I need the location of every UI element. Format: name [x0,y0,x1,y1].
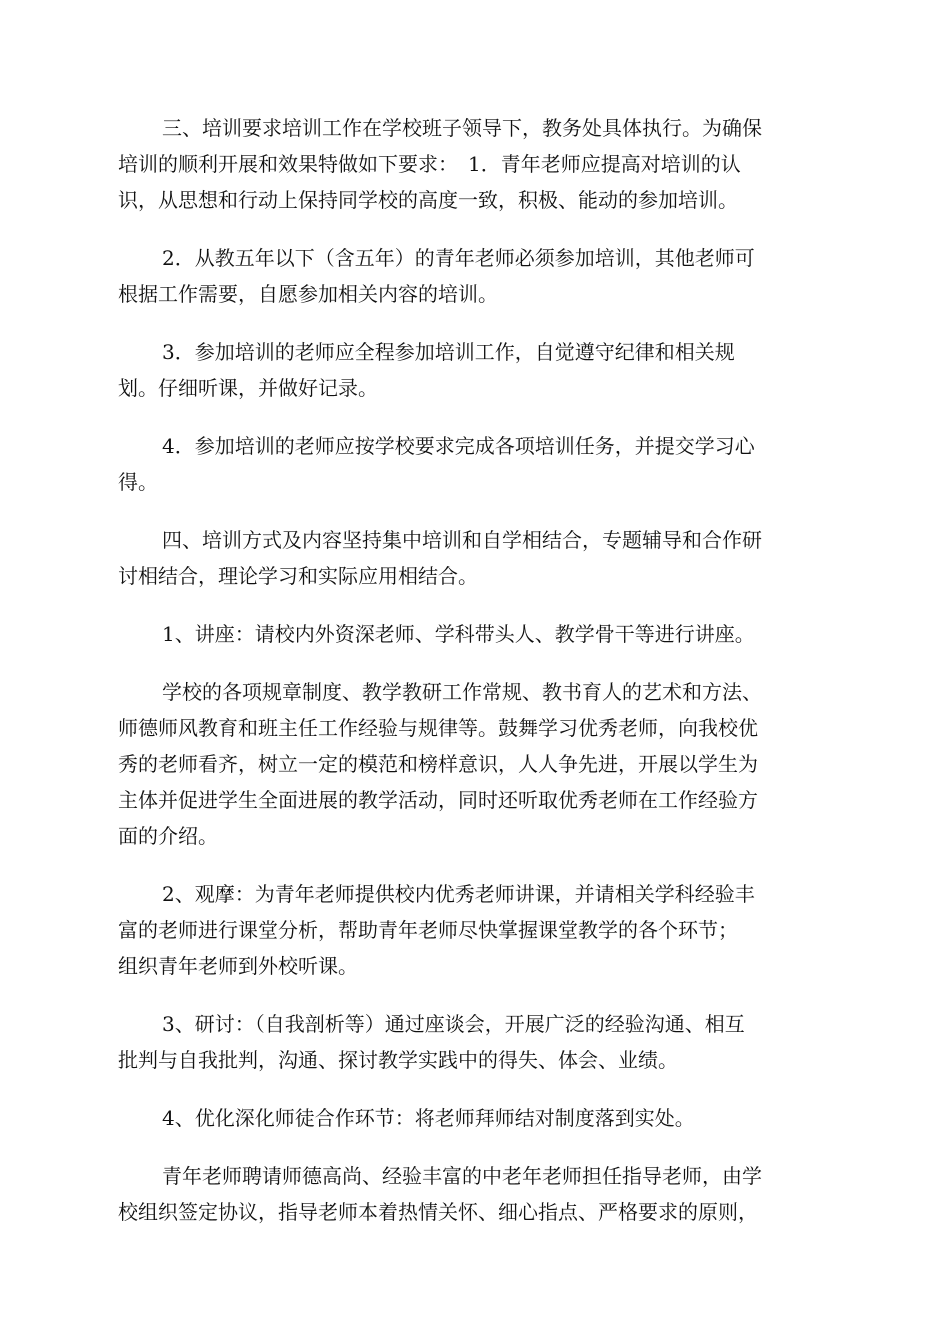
paragraph [118,1006,840,1078]
paragraph-line: 青年老师聘请师德高尚、经验丰富的中老年老师担任指导老师，由学 [162,1164,762,1188]
paragraph-line: 划。仔细听课，并做好记录。 [118,376,378,400]
paragraph-line: 根据工作需要，自愿参加相关内容的培训。 [118,282,498,306]
paragraph [118,110,840,218]
paragraph [118,616,840,652]
paragraph-line: 3．参加培训的老师应全程参加培训工作，自觉遵守纪律和相关规 [162,340,735,364]
paragraph-line: 得。 [118,470,158,494]
paragraph-line: 富的老师进行课堂分析，帮助青年老师尽快掌握课堂教学的各个环节； [118,918,738,942]
paragraph-line: 主体并促进学生全面进展的教学活动，同时还听取优秀老师在工作经验方 [118,788,758,812]
paragraph-line: 秀的老师看齐，树立一定的模范和榜样意识，人人争先进，开展以学生为 [118,752,758,776]
paragraph [118,522,840,594]
paragraph-line: 讨相结合，理论学习和实际应用相结合。 [118,564,478,588]
paragraph [118,428,840,500]
paragraph-line: 面的介绍。 [118,824,218,848]
paragraph [118,674,840,854]
paragraph-line: 校组织签定协议，指导老师本着热情关怀、细心指点、严格要求的原则， [118,1200,758,1224]
paragraph [118,1158,840,1230]
paragraph-line: 4．参加培训的老师应按学校要求完成各项培训任务，并提交学习心 [162,434,755,458]
paragraph [118,240,840,312]
paragraph-line: 学校的各项规章制度、教学教研工作常规、教书育人的艺术和方法、 [162,680,762,704]
paragraph-line: 批判与自我批判，沟通、探讨教学实践中的得失、体会、业绩。 [118,1048,678,1072]
paragraph-line: 2、观摩：为青年老师提供校内优秀老师讲课，并请相关学科经验丰 [162,882,755,906]
paragraph [118,1100,840,1136]
paragraph-line: 识，从思想和行动上保持同学校的高度一致，积极、能动的参加培训。 [118,188,738,212]
paragraph-line: 培训的顺利开展和效果特做如下要求： 1．青年老师应提高对培训的认 [118,152,741,176]
paragraph-line: 2．从教五年以下（含五年）的青年老师必须参加培训，其他老师可 [162,246,755,270]
paragraph-line: 4、优化深化师徒合作环节：将老师拜师结对制度落到实处。 [162,1106,695,1130]
paragraph-line: 师德师风教育和班主任工作经验与规律等。鼓舞学习优秀老师，向我校优 [118,716,758,740]
paragraph-line: 组织青年老师到外校听课。 [118,954,358,978]
paragraph-line: 三、培训要求培训工作在学校班子领导下，教务处具体执行。为确保 [162,116,762,140]
paragraph [118,876,840,984]
paragraph [118,334,840,406]
paragraph-line: 3、研讨：（自我剖析等）通过座谈会，开展广泛的经验沟通、相互 [162,1012,745,1036]
paragraph-line: 1、讲座：请校内外资深老师、学科带头人、教学骨干等进行讲座。 [162,622,755,646]
paragraph-line: 四、培训方式及内容坚持集中培训和自学相结合，专题辅导和合作研 [162,528,762,552]
document-body [118,110,840,1252]
